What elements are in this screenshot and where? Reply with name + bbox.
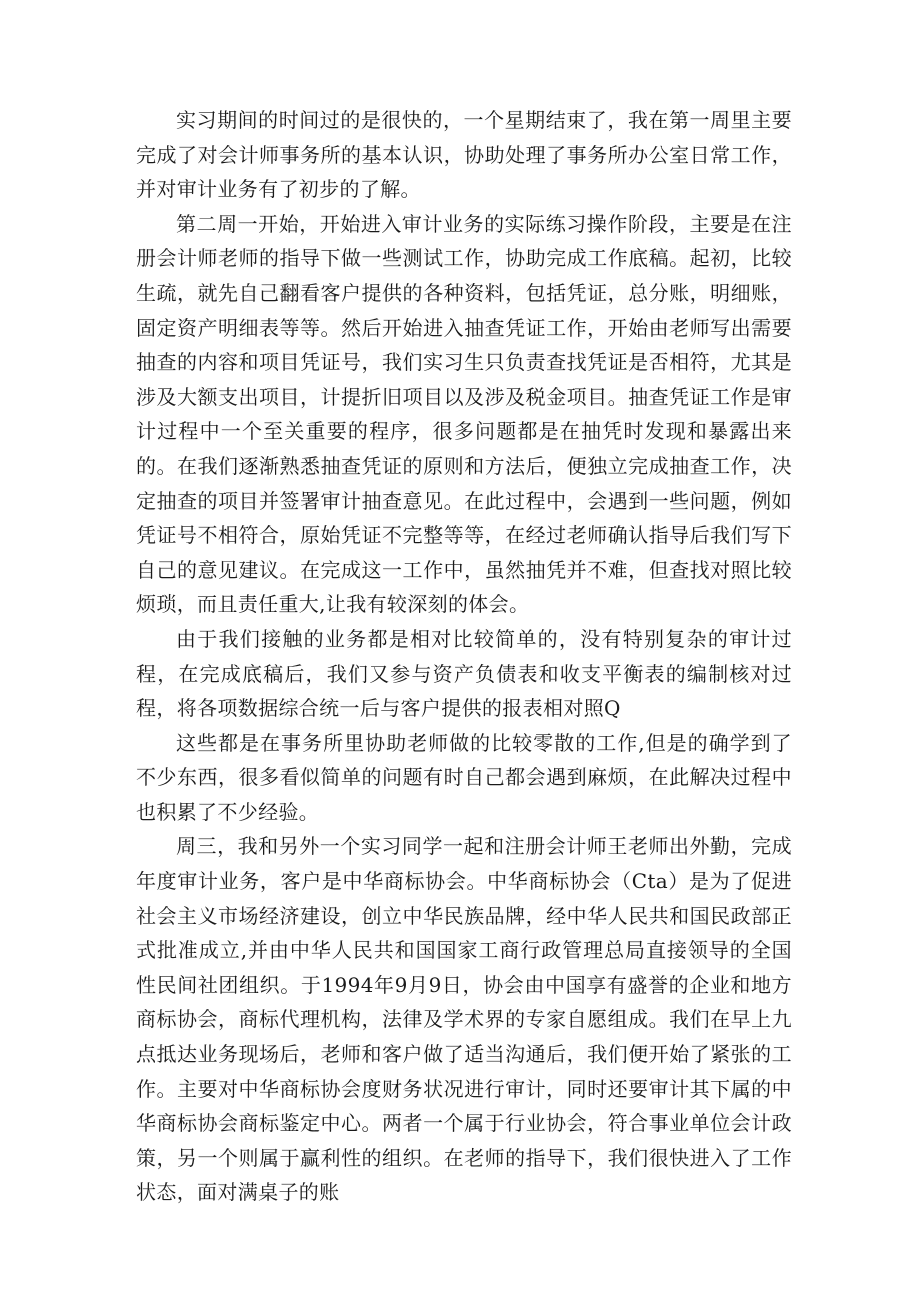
paragraph-1: 实习期间的时间过的是很快的，一个星期结束了，我在第一周里主要完成了对会计师事务所的基本认识，协助处理了事务所办公室日常工作，并对审计业务有了初步的了解。 — [136, 108, 792, 202]
paragraph-4: 这些都是在事务所里协助老师做的比较零散的工作,但是的确学到了不少东西，很多看似简单的问题有时自己都会遇到麻烦，在此解决过程中也积累了不少经验。 — [136, 730, 792, 824]
paragraph-5: 周三，我和另外一个实习同学一起和注册会计师王老师出外勤，完成年度审计业务，客户是中华商标协会。中华商标协会（Cta）是为了促进社会主义市场经济建设，创立中华民族品牌，经中华人民共和国民政部正式批准成立,并由中华人民共和国国家工商行政管理总局直接领导的全国性民间社团组织。于1994年9月9日，协会由中国享有盛誉的企业和地方商标协会，商标代理机构，法律及学术界的专家自愿组成。我们在早上九点抵达业务现场后，老师和客户做了适当沟通后，我们便开始了紧张的工作。主要对中华商标协会度财务状况进行审计，同时还要审计其下属的中华商标协会商标鉴定中心。两者一个属于行业协会，符合事业单位会计政策，另一个则属于赢利性的组织。在老师的指导下，我们很快进入了工作状态，面对满桌子的账 — [136, 834, 792, 1205]
paragraph-2: 第二周一开始，开始进入审计业务的实际练习操作阶段，主要是在注册会计师老师的指导下做一些测试工作，协助完成工作底稿。起初，比较生疏，就先自己翻看客户提供的各种资料，包括凭证，总分账，明细账，固定资产明细表等等。然后开始进入抽查凭证工作，开始由老师写出需要抽查的内容和项目凭证号，我们实习生只负责查找凭证是否相符，尤其是涉及大额支出项目，计提折旧项目以及涉及税金项目。抽查凭证工作是审计过程中一个至关重要的程序，很多问题都是在抽凭时发现和暴露出来的。在我们逐渐熟悉抽查凭证的原则和方法后，便独立完成抽查工作，决定抽查的项目并签署审计抽查意见。在此过程中，会遇到一些问题，例如凭证号不相符合，原始凭证不完整等等，在经过老师确认指导后我们写下自己的意见建议。在完成这一工作中，虽然抽凭并不难，但查找对照比较烦琐，而且责任重大,让我有较深刻的体会。 — [136, 211, 792, 617]
document-body — [136, 103, 792, 1210]
paragraph-3: 由于我们接触的业务都是相对比较简单的，没有特别复杂的审计过程，在完成底稿后，我们又参与资产负债表和收支平衡表的编制核对过程，将各项数据综合统一后与客户提供的报表相对照Q — [136, 626, 792, 721]
